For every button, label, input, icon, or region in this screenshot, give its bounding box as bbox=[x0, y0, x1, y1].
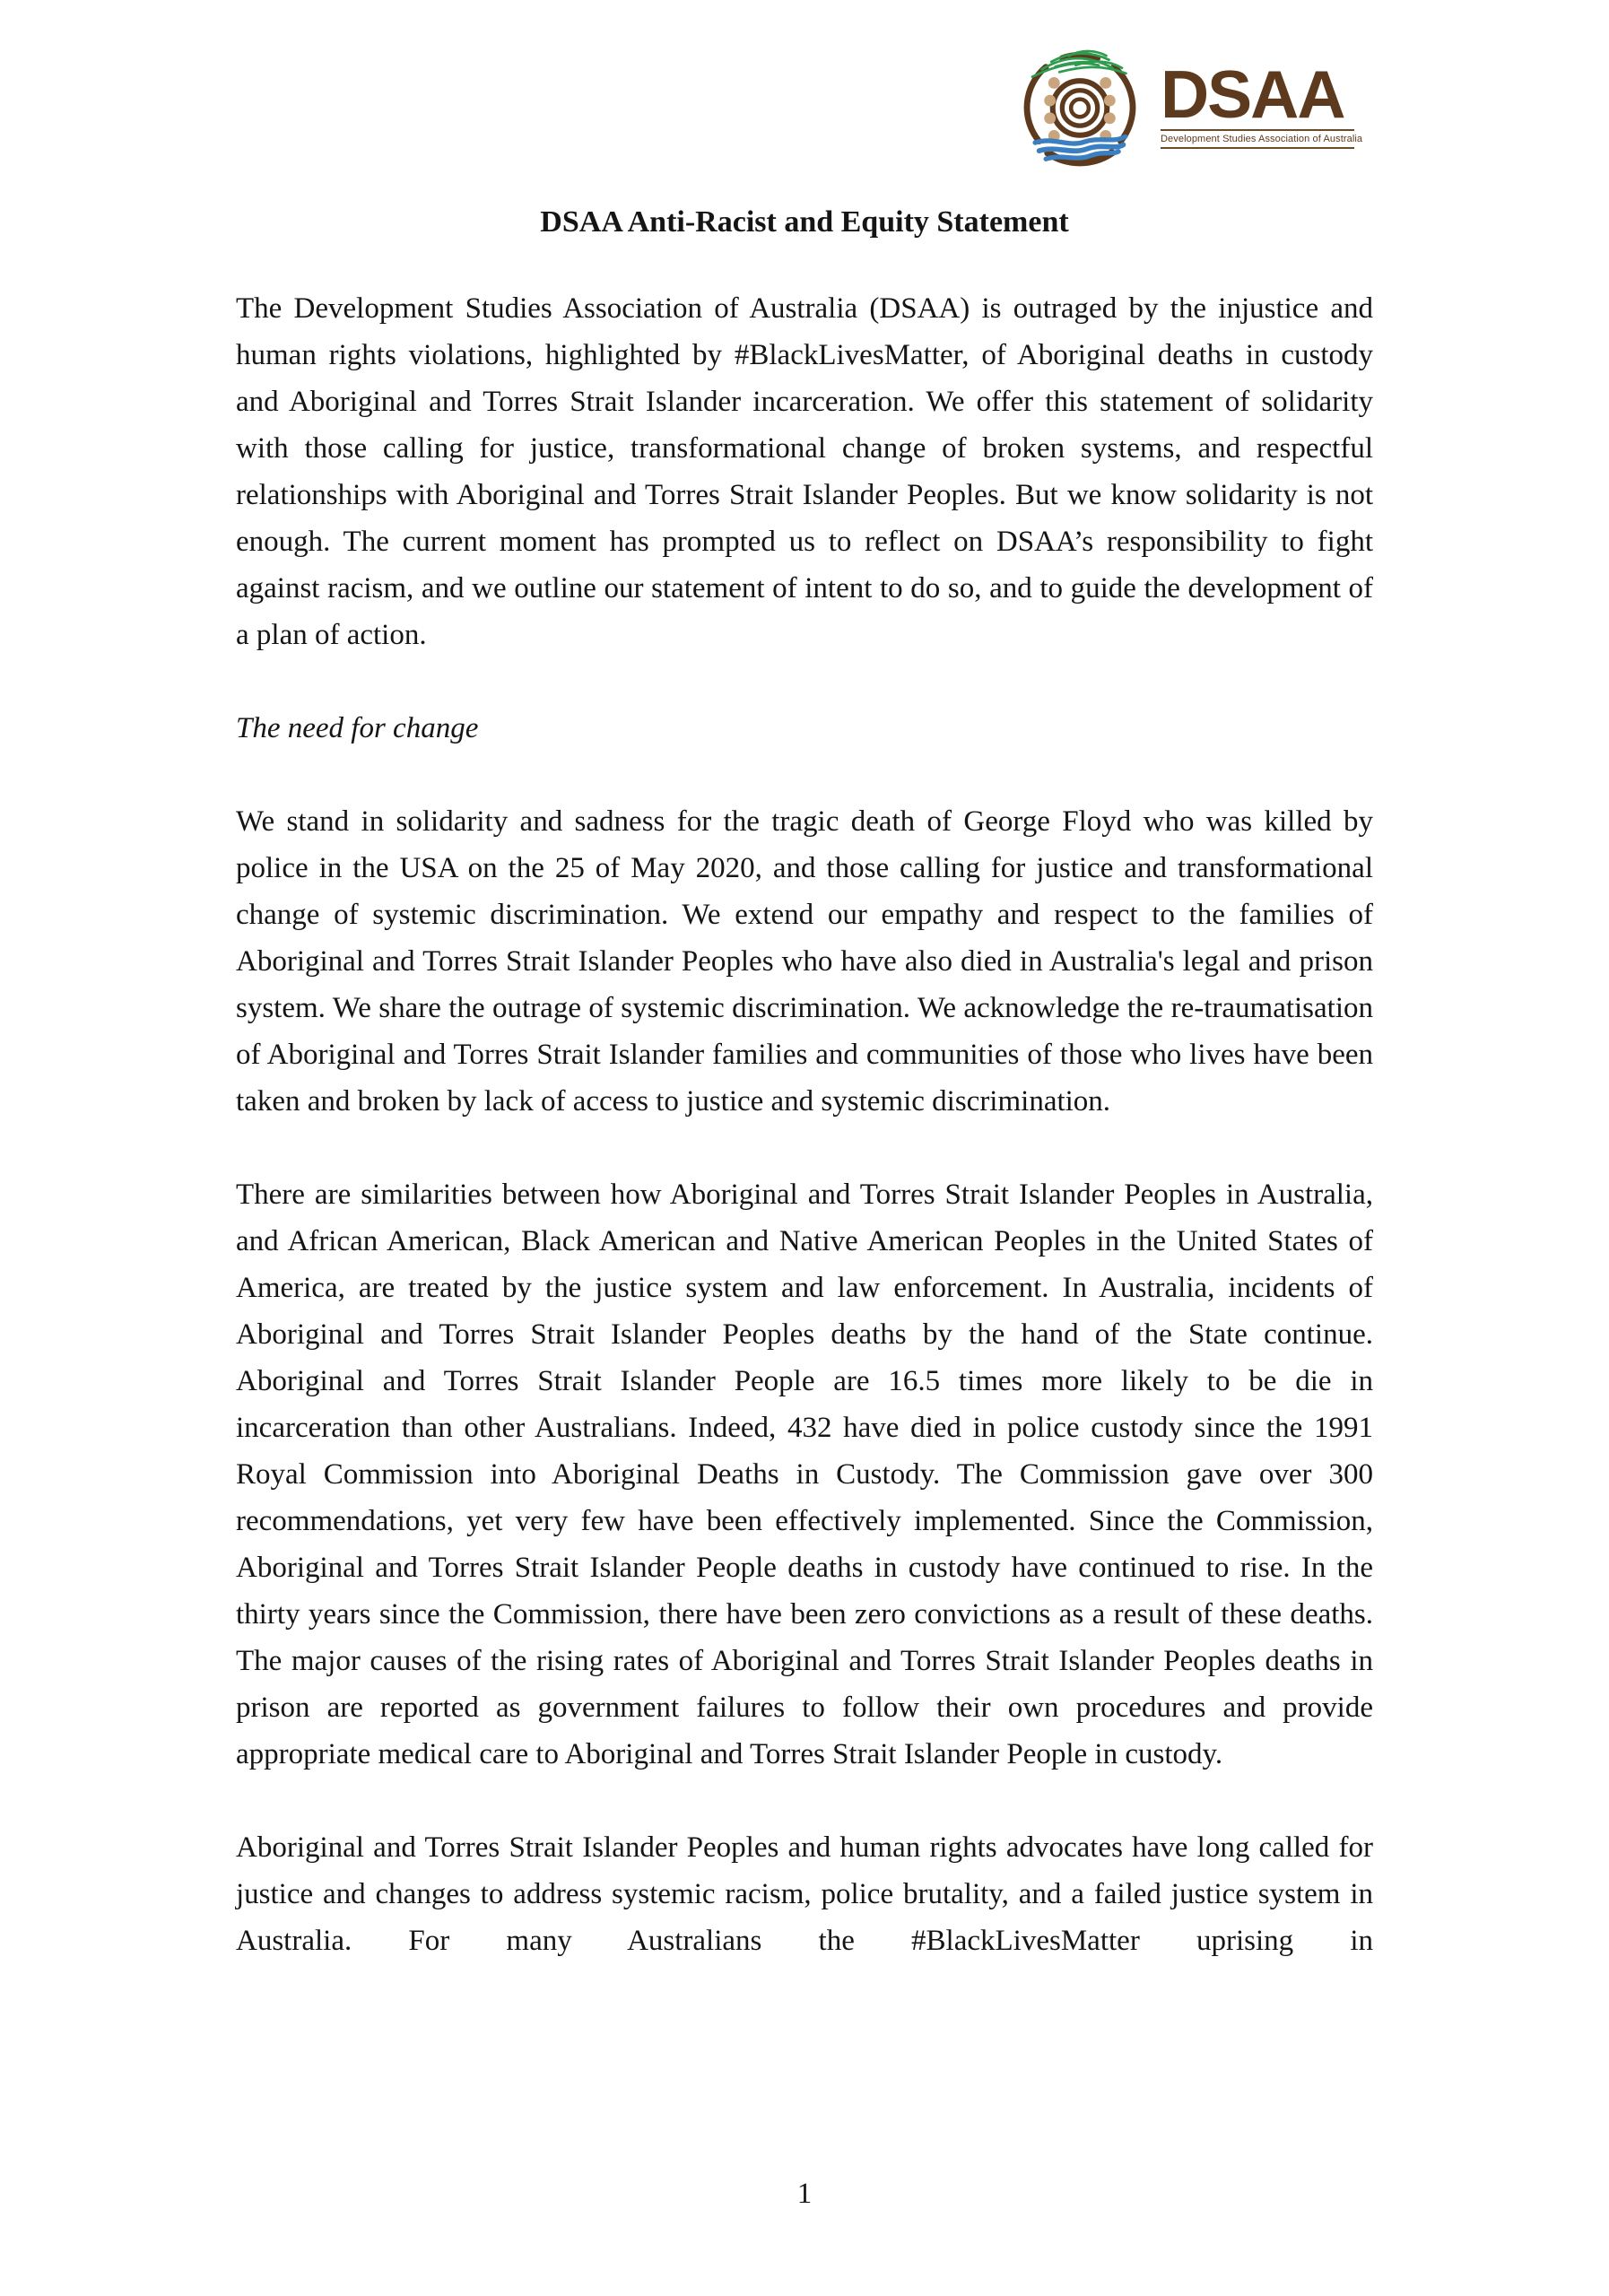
document-body bbox=[236, 285, 1373, 2011]
paragraph: We stand in solidarity and sadness for the tragic death of George Floyd who was killed by police in the USA on the 25 of May 2020, and those calling for justice and transformational change of systemic discrimination. We extend our empathy and respect to the families of Aboriginal and Torres Strait Islander Peoples who have also died in Australia's legal and prison system. We share the outrage of systemic discrimination. We acknowledge the re-traumatisation of Aboriginal and Torres Strait Islander families and communities of those who lives have been taken and broken by lack of access to justice and systemic discrimination. bbox=[236, 805, 1373, 1118]
section-heading: The need for change bbox=[236, 712, 479, 744]
paragraph: The Development Studies Association of Australia (DSAA) is outraged by the injustice and human rights violations, highlighted by #BlackLivesMatter, of Aboriginal deaths in custody and Aboriginal and Torres Strait Islander incarceration. We offer this statement of solidarity with those calling for justice, transformational change of broken systems, and respectful relationships with Aboriginal and Torres Strait Islander Peoples. But we know solidarity is not enough. The current moment has prompted us to reflect on DSAA’s responsibility to fight against racism, and we outline our statement of intent to do so, and to guide the development of a plan of action. bbox=[236, 292, 1373, 651]
dsaa-logo bbox=[1012, 39, 1363, 185]
page-number: 1 bbox=[796, 2178, 813, 2210]
logo-tagline: Development Studies Association of Australia bbox=[1161, 129, 1354, 149]
paragraph: Aboriginal and Torres Strait Islander Peoples and human rights advocates have long called for justice and changes to address systemic racism, police brutality, and a failed justice system in Australia. For many Australians the #BlackLivesMatter uprising in bbox=[236, 1831, 1373, 1957]
concentric-circles bbox=[1053, 81, 1108, 135]
logo-acronym: DSAA bbox=[1161, 57, 1344, 132]
dsaa-circular-emblem-icon bbox=[1012, 39, 1148, 185]
document-title: DSAA Anti-Racist and Equity Statement bbox=[540, 205, 1069, 239]
paragraph: There are similarities between how Aboriginal and Torres Strait Islander Peoples in Australia, and African American, Black American and Native American Peoples in the United States of America, are treated by the justice system and law enforcement. In Australia, incidents of Aboriginal and Torres Strait Islander Peoples deaths by the hand of the State continue. Aboriginal and Torres Strait Islander People are 16.5 times more likely to be die in incarceration than other Australians. Indeed, 432 have died in police custody since the 1991 Royal Commission into Aboriginal Deaths in Custody. The Commission gave over 300 recommendations, yet very few have been effectively implemented. Since the Commission, Aboriginal and Torres Strait Islander People deaths in custody have continued to rise. In the thirty years since the Commission, there have been zero convictions as a result of these deaths. The major causes of the rising rates of Aboriginal and Torres Strait Islander Peoples deaths in prison are reported as government failures to follow their own procedures and provide appropriate medical care to Aboriginal and Torres Strait Islander People in custody. bbox=[236, 1178, 1373, 1770]
logo-wordmark bbox=[1161, 57, 1363, 149]
